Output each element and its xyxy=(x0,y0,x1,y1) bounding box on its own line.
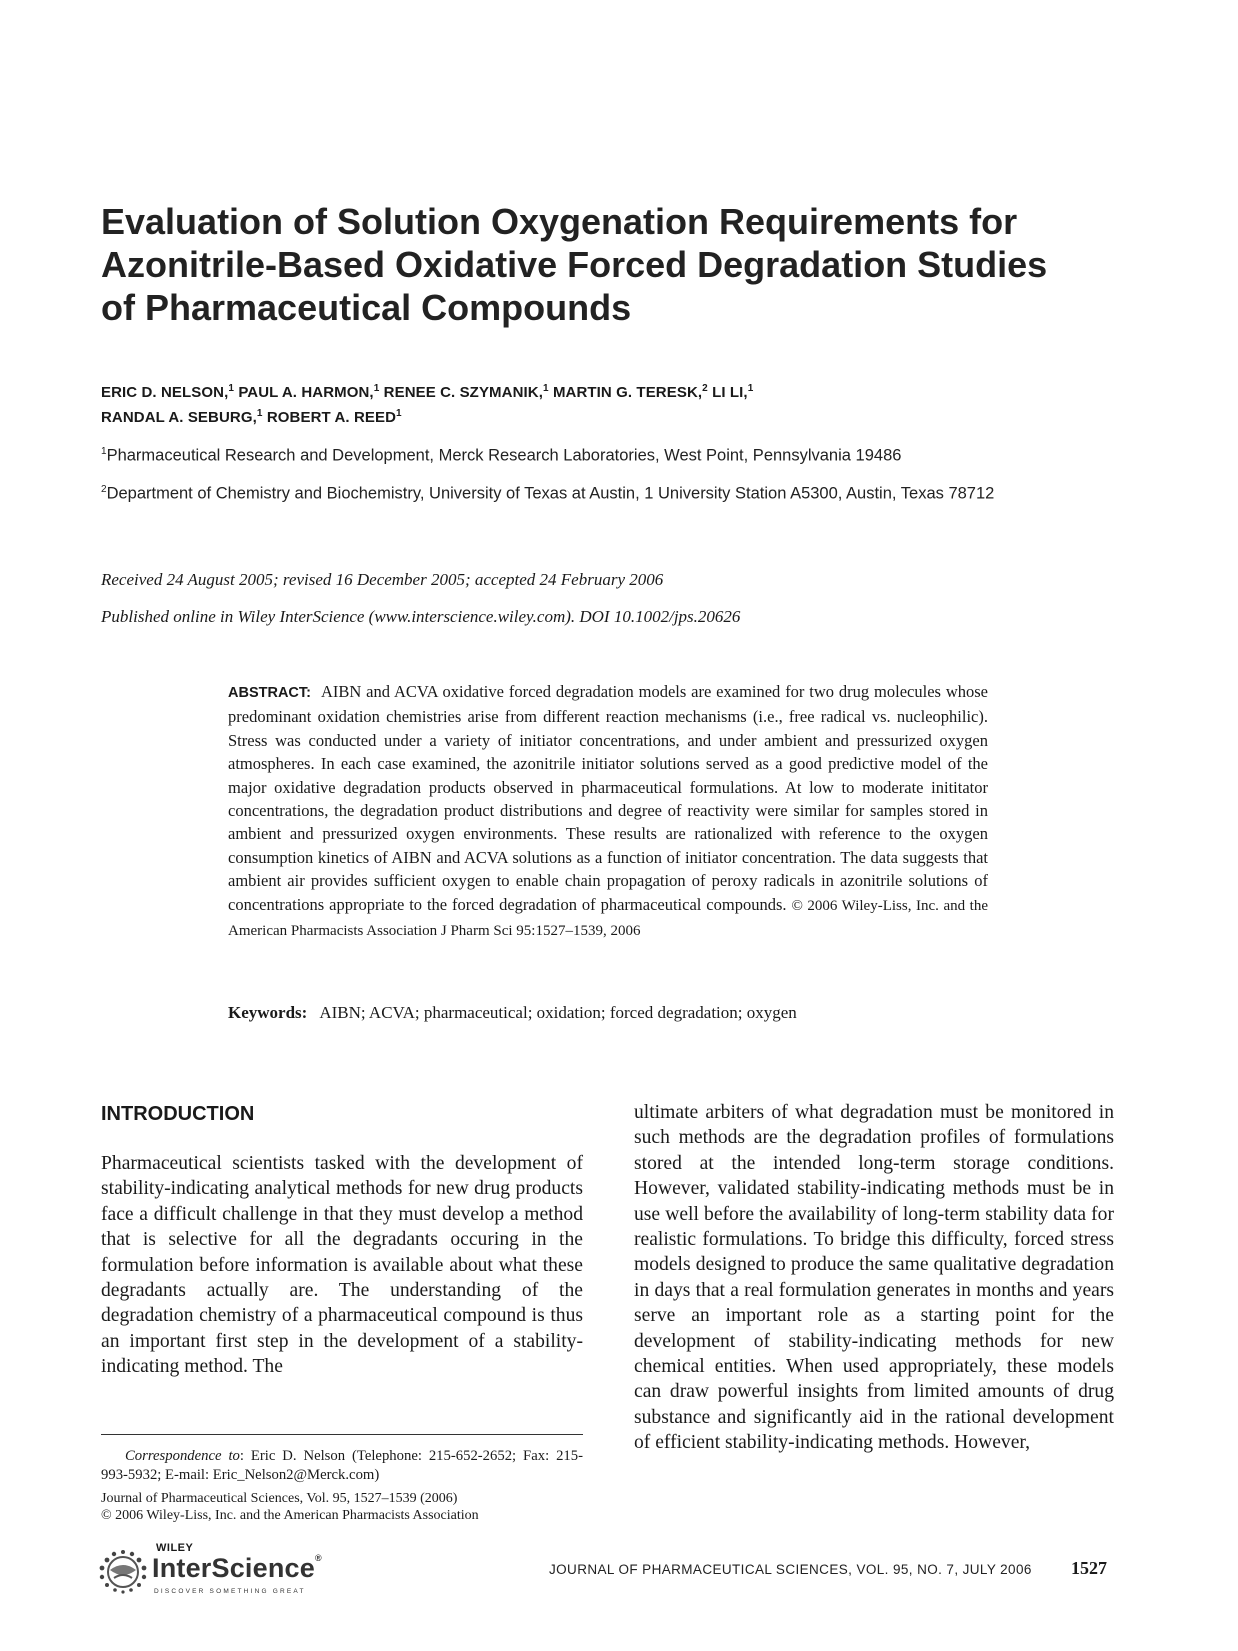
body-column-right: ultimate arbiters of what degradation must be monitored in such methods are the degradation profiles of formulations stored at the intended long-term storage conditions. However, validated stability-indicating methods must be in use well before the availability of long-term stability data for realistic formulations. To bridge this difficulty, forced stress models designed to produce the same qualitative degradation in days that a real formulation generates in months and years serve an important role as a starting point for the development of stability-indicating methods for new chemical entities. When used appropriately, these models can draw powerful insights from limited amounts of drug substance and significantly aid in the rational development of efficient stability-indicating methods. However, xyxy=(634,1102,1114,1454)
author: MARTIN G. TERESK,$^2$ xyxy=(552,383,708,401)
body-column-left: Pharmaceutical scientists tasked with the development of stability-indicating analytical methods for new drug products face a difficult challenge in that they must develop a method that is selective for all the degradants occuring in the formulation before information is available about what these degradants actually are. The understanding of the degradation chemistry of a pharmaceutical compound is thus an important first step in the development of a stability-indicating method. The xyxy=(101,1153,583,1378)
affiliation-2: $^2$Department of Chemistry and Biochemistry, University of Texas at Austin, 1 University Station A5300, Austin, Texas 78712 xyxy=(101,484,995,503)
affiliation-1: $^1$Pharmaceutical Research and Development, Merck Research Laboratories, West Point, Pennsylvania 19486 xyxy=(101,446,902,465)
logo-tagline: DISCOVER SOMETHING GREAT xyxy=(154,1588,306,1595)
interscience-wordmark: InterScience® xyxy=(152,1553,322,1583)
author: ROBERT A. REED$^1$ xyxy=(266,408,402,426)
article-title: Evaluation of Solution Oxygenation Requirements for Azonitrile-Based Oxidative Forced Degradation Studies of Pharmaceutical Compounds xyxy=(101,201,1048,328)
page-number: 1527 xyxy=(1071,1558,1107,1578)
abstract-label: ABSTRACT: xyxy=(228,685,311,701)
author: RENEE C. SZYMANIK,$^1$ xyxy=(383,383,549,401)
wiley-wordmark: WILEY xyxy=(156,1542,194,1554)
footnote-divider xyxy=(101,1434,583,1435)
keywords-text: AIBN; ACVA; pharmaceutical; oxidation; forced degradation; oxygen xyxy=(319,1003,797,1022)
wiley-interscience-logo xyxy=(96,1542,336,1600)
author: RANDAL A. SEBURG,$^1$ xyxy=(101,408,263,426)
publication-info: Published online in Wiley InterScience (www.interscience.wiley.com). DOI 10.1002/jps.20626 xyxy=(101,607,741,626)
author: ERIC D. NELSON,$^1$ xyxy=(101,383,235,401)
keywords xyxy=(228,1003,988,1023)
author-list xyxy=(101,378,1061,428)
keywords-label: Keywords: xyxy=(228,1003,308,1022)
journal-footnote: Journal of Pharmaceutical Sciences, Vol. 95, 1527–1539 (2006) © 2006 Wiley-Liss, Inc. and the American Pharmacists Association xyxy=(101,1491,479,1523)
abstract xyxy=(228,680,988,943)
author: PAUL A. HARMON,$^1$ xyxy=(238,383,380,401)
abstract-citation: © 2006 Wiley-Liss, Inc. and the American Pharmacists Association J Pharm Sci 95:1527–1539, 2006 xyxy=(228,897,989,940)
running-footer: JOURNAL OF PHARMACEUTICAL SCIENCES, VOL. 95, NO. 7, JULY 2006 xyxy=(549,1562,1032,1577)
section-heading-introduction: INTRODUCTION xyxy=(101,1103,255,1125)
author: LI LI,$^1$ xyxy=(712,383,754,401)
correspondence-footnote: Correspondence to: Eric D. Nelson (Telephone: 215-652-2652; Fax: 215-993-5932; E-mail: Eric_Nelson2@Merck.com) xyxy=(101,1448,583,1483)
received-dates: Received 24 August 2005; revised 16 December 2005; accepted 24 February 2006 xyxy=(101,570,664,589)
globe-icon xyxy=(96,1546,150,1594)
abstract-text: AIBN and ACVA oxidative forced degradation models are examined for two drug molecules whose predominant oxidation chemistries arise from different reaction mechanisms (i.e., free radical vs. nucleophilic). Stress was conducted under a variety of initiator concentrations, and under ambient and pressurized oxygen atmospheres. In each case examined, the azonitrile initiator solutions served as a good predictive model of the major oxidative degradation products observed in pharmaceutical formulations. At low to moderate inititator concentrations, the degradation product distributions and degree of reactivity were similar for samples stored in ambient and pressurized oxygen environments. These results are rationalized with reference to the oxygen consumption kinetics of AIBN and ACVA solutions as a function of initiator concentration. The data suggests that ambient air provides sufficient oxygen to enable chain propagation of peroxy radicals in azonitrile solutions of concentrations appropriate to the forced degradation of pharmaceutical compounds. xyxy=(228,682,988,914)
